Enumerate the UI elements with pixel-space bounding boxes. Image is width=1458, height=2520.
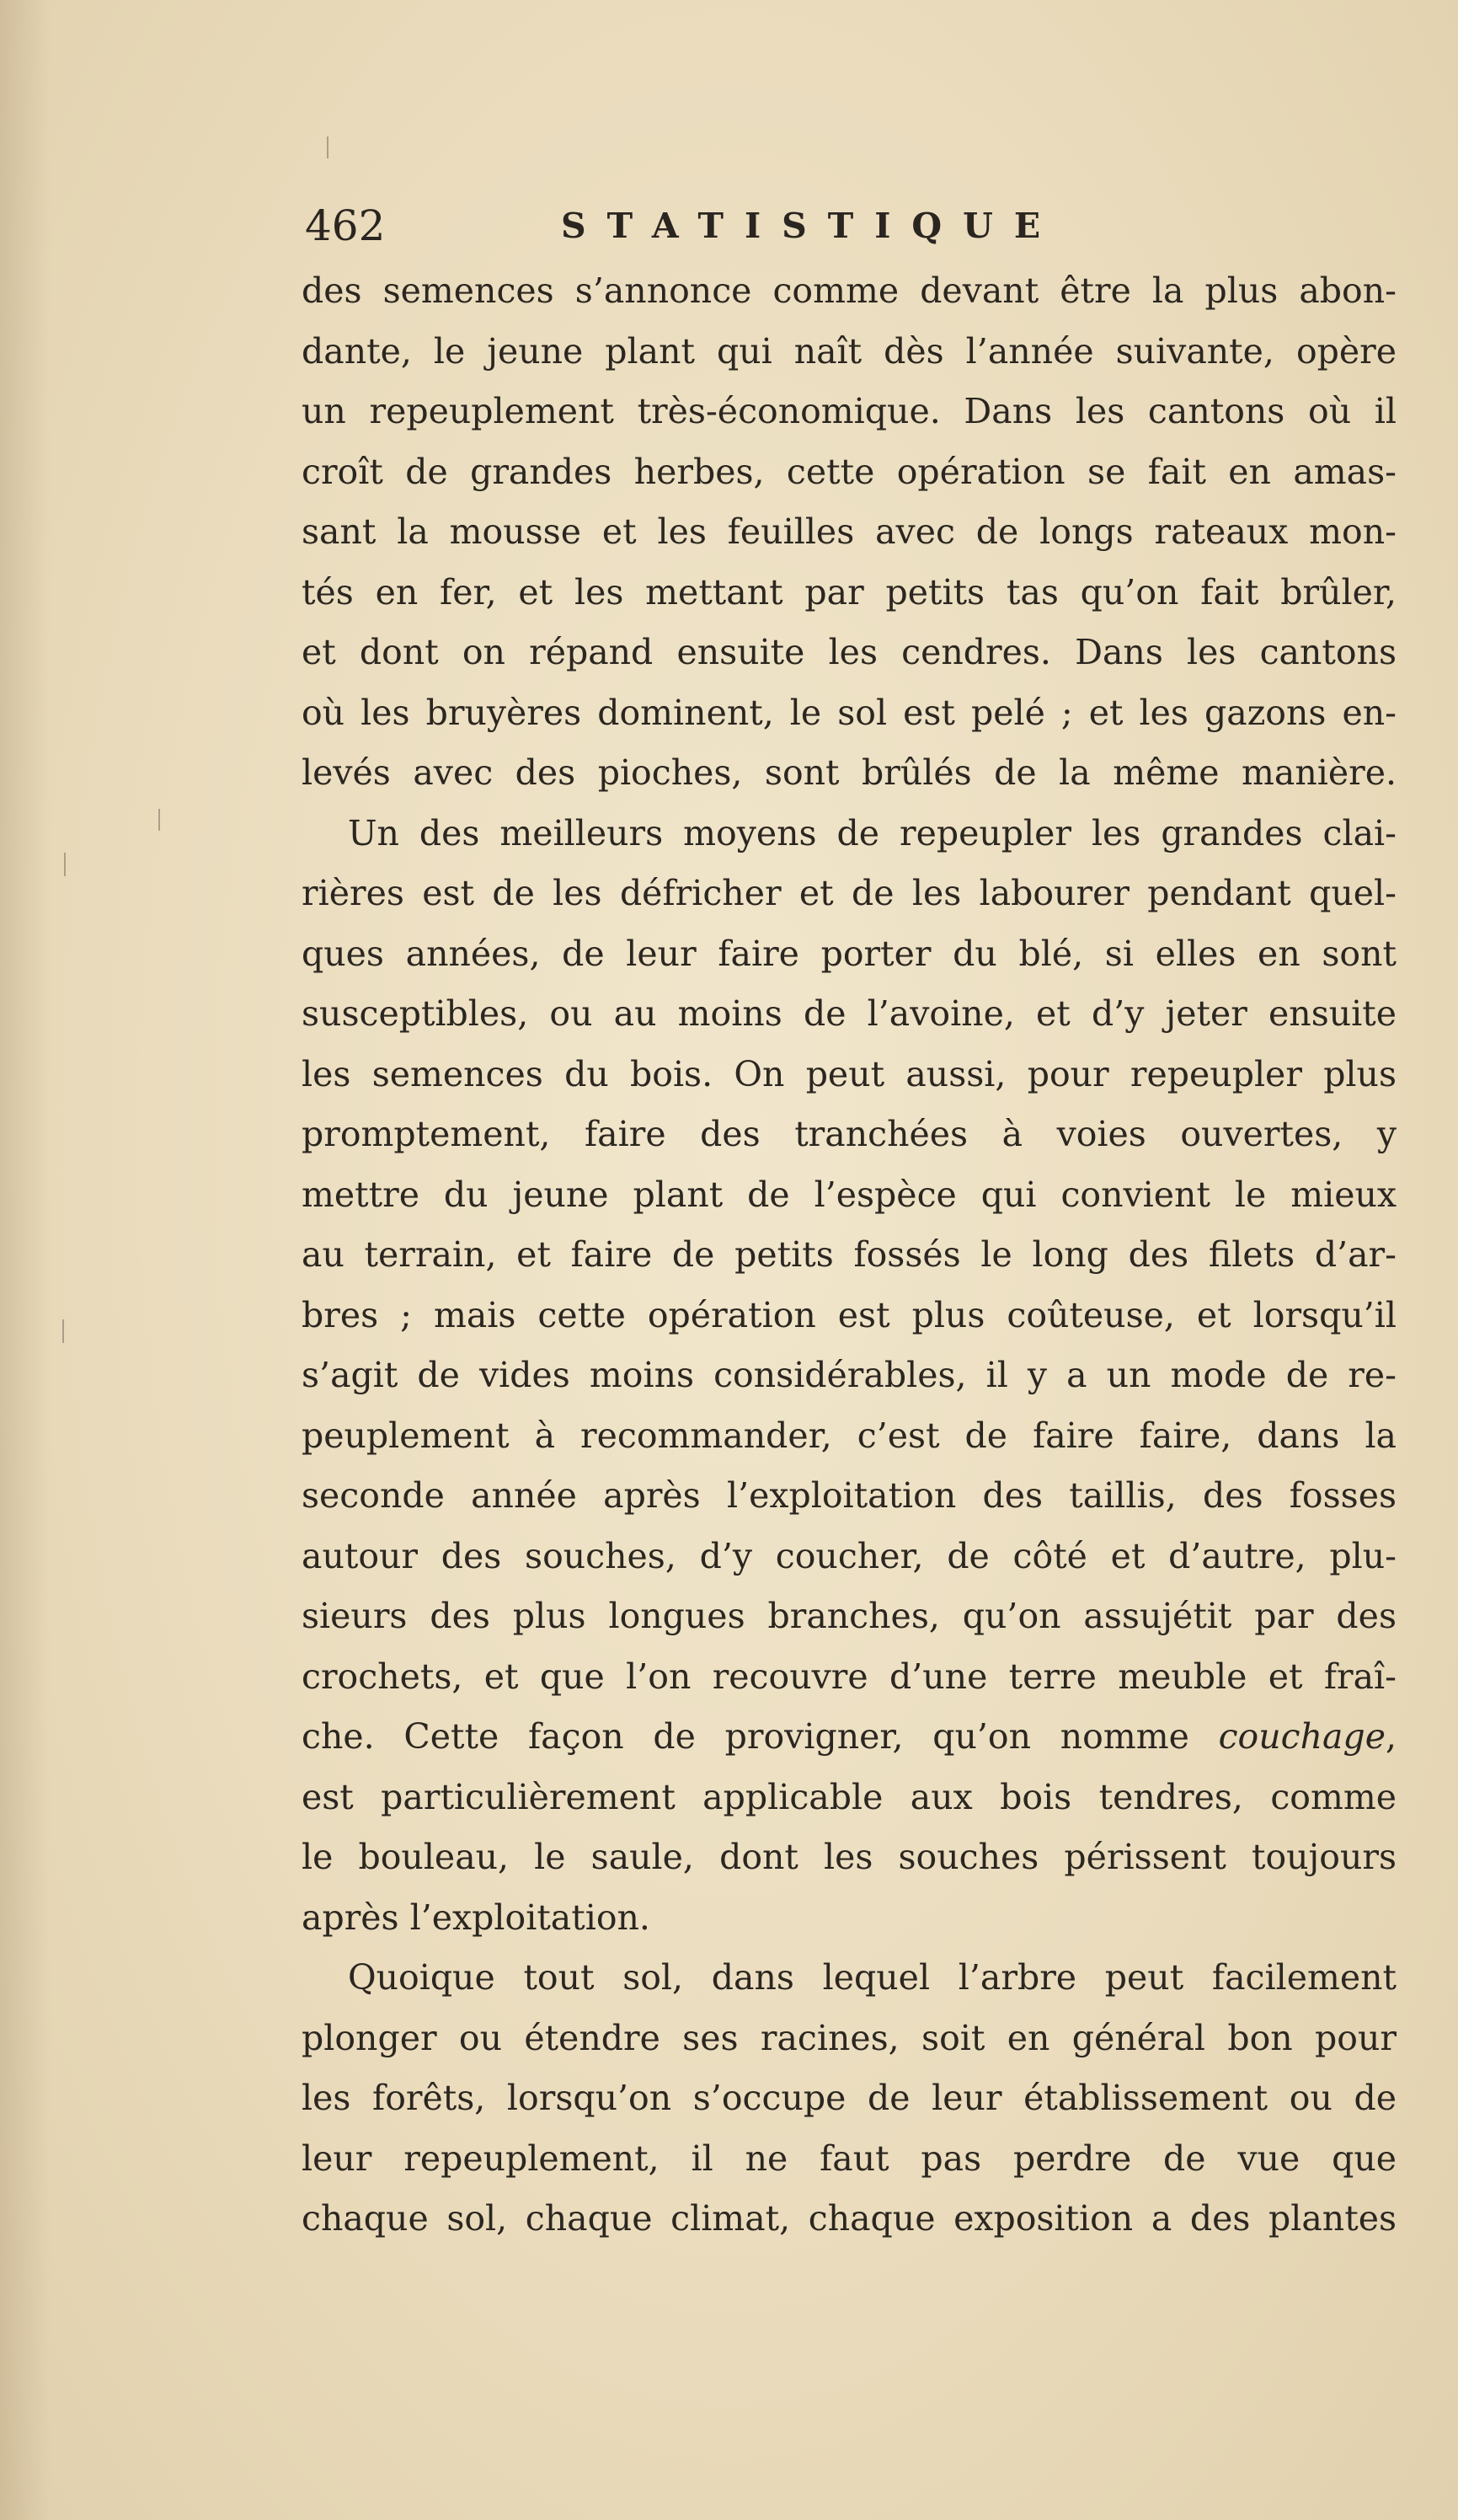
margin-mark [158, 809, 160, 831]
running-title: STATISTIQUE [561, 206, 1062, 246]
text-line: Quoique tout sol, dans lequel l’arbre peut facilement [348, 1957, 1397, 1998]
text-line: s’agit de vides moins considérables, il y a un mode de re- [302, 1355, 1397, 1395]
text-line: tés en fer, et les mettant par petits tas qu’on fait brûler, [302, 571, 1397, 613]
text-line: un repeuplement très-économique. Dans les cantons où il [302, 391, 1397, 431]
text-line: susceptibles, ou au moins de l’avoine, et d’y jeter ensuite [302, 993, 1397, 1034]
italic-term: couchage [1218, 1716, 1386, 1757]
body-text [302, 261, 1397, 2250]
text-line: des semences s’annonce comme devant être la plus abon- [302, 270, 1397, 311]
text-line: le bouleau, le saule, dont les souches périssent toujours [302, 1837, 1397, 1877]
text-line: promptement, faire des tranchées à voies ouvertes, y [302, 1114, 1397, 1154]
text-line: mettre du jeune plant de l’espèce qui convient le mieux [302, 1174, 1397, 1215]
text-segment: che. Cette façon de provigner, qu’on nomme [302, 1716, 1219, 1757]
text-line: au terrain, et faire de petits fossés le long des filets d’ar- [302, 1234, 1397, 1275]
text-line: les semences du bois. On peut aussi, pour repeupler plus [302, 1053, 1397, 1094]
text-line: autour des souches, d’y coucher, de côté et d’autre, plu- [302, 1535, 1397, 1576]
text-line [302, 1707, 1397, 1768]
text-line: plonger ou étendre ses racines, soit en général bon pour [302, 2017, 1397, 2058]
text-line: où les bruyères dominent, le sol est pelé ; et les gazons en- [302, 692, 1397, 733]
text-line: ques années, de leur faire porter du blé, si elles en sont [302, 933, 1397, 974]
page-number: 462 [305, 201, 386, 250]
text-line: rières est de les défricher et de les labourer pendant quel- [302, 873, 1397, 913]
text-line: croît de grandes herbes, cette opération se fait en amas- [302, 451, 1397, 492]
text-line: les forêts, lorsqu’on s’occupe de leur établissement ou de [302, 2078, 1397, 2118]
text-line: après l’exploitation. [302, 1897, 650, 1938]
text-line: dante, le jeune plant qui naît dès l’année suivante, opère [302, 330, 1397, 372]
text-line: leur repeuplement, il ne faut pas perdre de vue que [302, 2137, 1397, 2179]
text-line: et dont on répand ensuite les cendres. Dans les cantons [302, 632, 1397, 672]
binding-shadow [0, 0, 51, 2520]
text-line: sieurs des plus longues branches, qu’on assujétit par des [302, 1596, 1397, 1636]
text-line: peuplement à recommander, c’est de faire faire, dans la [302, 1415, 1397, 1456]
text-line: chaque sol, chaque climat, chaque exposition a des plantes [302, 2198, 1397, 2239]
text-line: crochets, et que l’on recouvre d’une terre meuble et fraî- [302, 1656, 1397, 1697]
text-line: levés avec des pioches, sont brûlés de la même manière. [302, 752, 1397, 793]
text-line: sant la mousse et les feuilles avec de longs rateaux mon- [302, 511, 1397, 552]
text-line: bres ; mais cette opération est plus coûteuse, et lorsqu’il [302, 1294, 1397, 1335]
page-header [305, 192, 1408, 259]
margin-mark [62, 1319, 64, 1343]
text-line: seconde année après l’exploitation des taillis, des fosses [302, 1475, 1397, 1516]
text-line: est particulièrement applicable aux bois tendres, comme [302, 1776, 1397, 1817]
margin-mark [327, 136, 328, 158]
text-segment: , [1385, 1716, 1397, 1757]
text-line: Un des meilleurs moyens de repeupler les grandes clai- [348, 812, 1397, 853]
margin-mark [64, 853, 66, 876]
